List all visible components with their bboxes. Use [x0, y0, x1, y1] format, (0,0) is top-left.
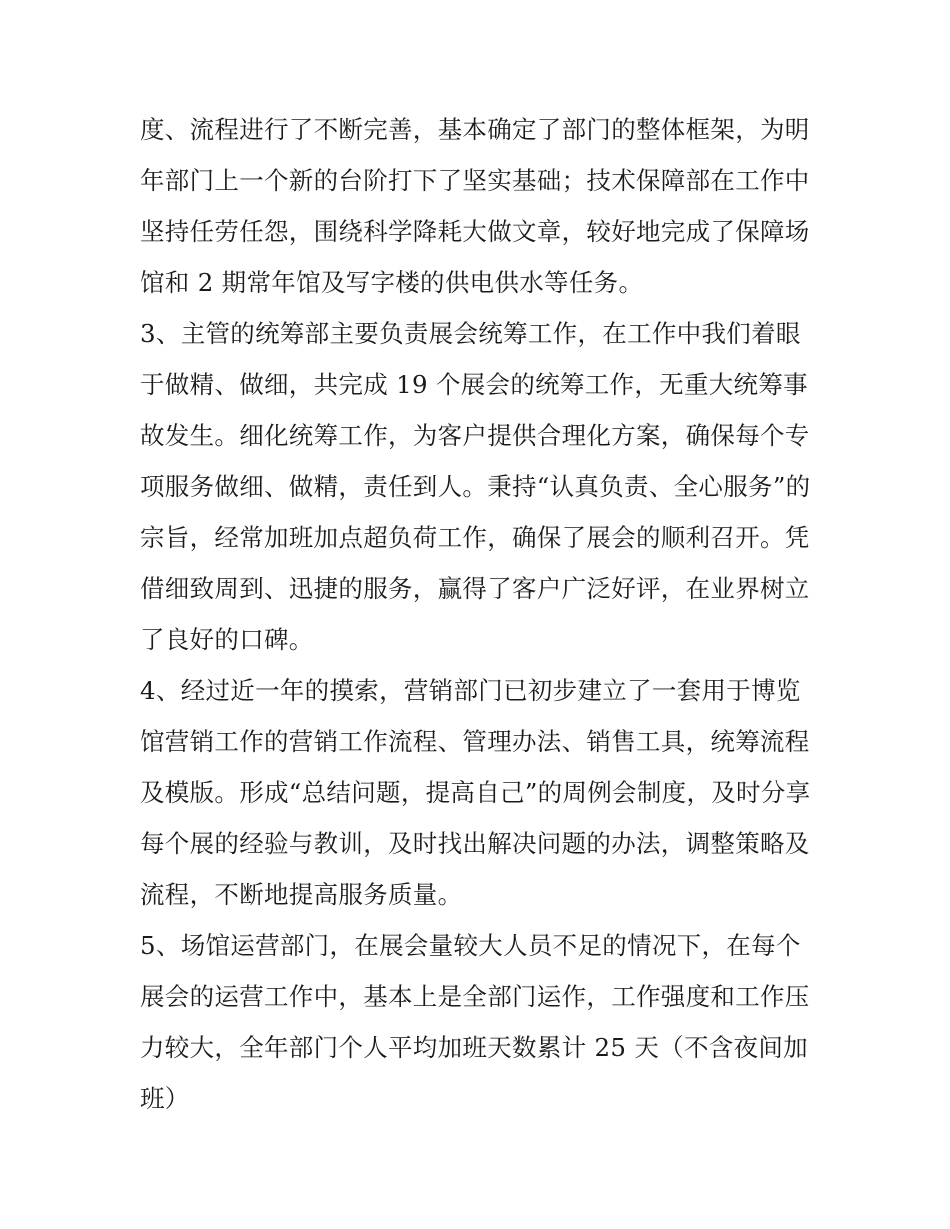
text-line: 班） [140, 1084, 190, 1113]
document-page [140, 104, 820, 1124]
text-line: 坚持任劳任怨，围绕科学降耗大做文章，较好地完成了保障场 [140, 217, 810, 246]
text-line: 5、场馆运营部门，在展会量较大人员不足的情况下，在每个 [140, 931, 801, 960]
text-line: 及模版。形成“总结问题，提高自己”的周例会制度，及时分享 [140, 778, 811, 807]
text-line: 了良好的口碑。 [140, 625, 314, 654]
text-line: 宗旨，经常加班加点超负荷工作，确保了展会的顺利召开。凭 [140, 523, 810, 552]
text-line: 于做精、做细，共完成 19 个展会的统筹工作，无重大统筹事 [140, 370, 808, 399]
text-line: 年部门上一个新的台阶打下了坚实基础；技术保障部在工作中 [140, 166, 810, 195]
text-line: 4、经过近一年的摸索，营销部门已初步建立了一套用于博览 [140, 676, 801, 705]
text-line: 故发生。细化统筹工作，为客户提供合理化方案，确保每个专 [140, 421, 810, 450]
text-line: 项服务做细、做精，责任到人。秉持“认真负责、全心服务”的 [140, 472, 811, 501]
text-line: 3、主管的统筹部主要负责展会统筹工作，在工作中我们着眼 [140, 319, 801, 348]
text-line: 馆营销工作的营销工作流程、管理办法、销售工具，统筹流程 [140, 727, 810, 756]
text-line: 流程，不断地提高服务质量。 [140, 880, 463, 909]
text-line: 馆和 2 期常年馆及写字楼的供电供水等任务。 [140, 268, 644, 297]
text-line: 展会的运营工作中，基本上是全部门运作，工作强度和工作压 [140, 982, 810, 1011]
text-line: 每个展的经验与教训，及时找出解决问题的办法，调整策略及 [140, 829, 810, 858]
text-line: 借细致周到、迅捷的服务，赢得了客户广泛好评，在业界树立 [140, 574, 810, 603]
text-line: 度、流程进行了不断完善，基本确定了部门的整体框架，为明 [140, 115, 810, 144]
text-line: 力较大，全年部门个人平均加班天数累计 25 天（不含夜间加 [140, 1033, 808, 1062]
